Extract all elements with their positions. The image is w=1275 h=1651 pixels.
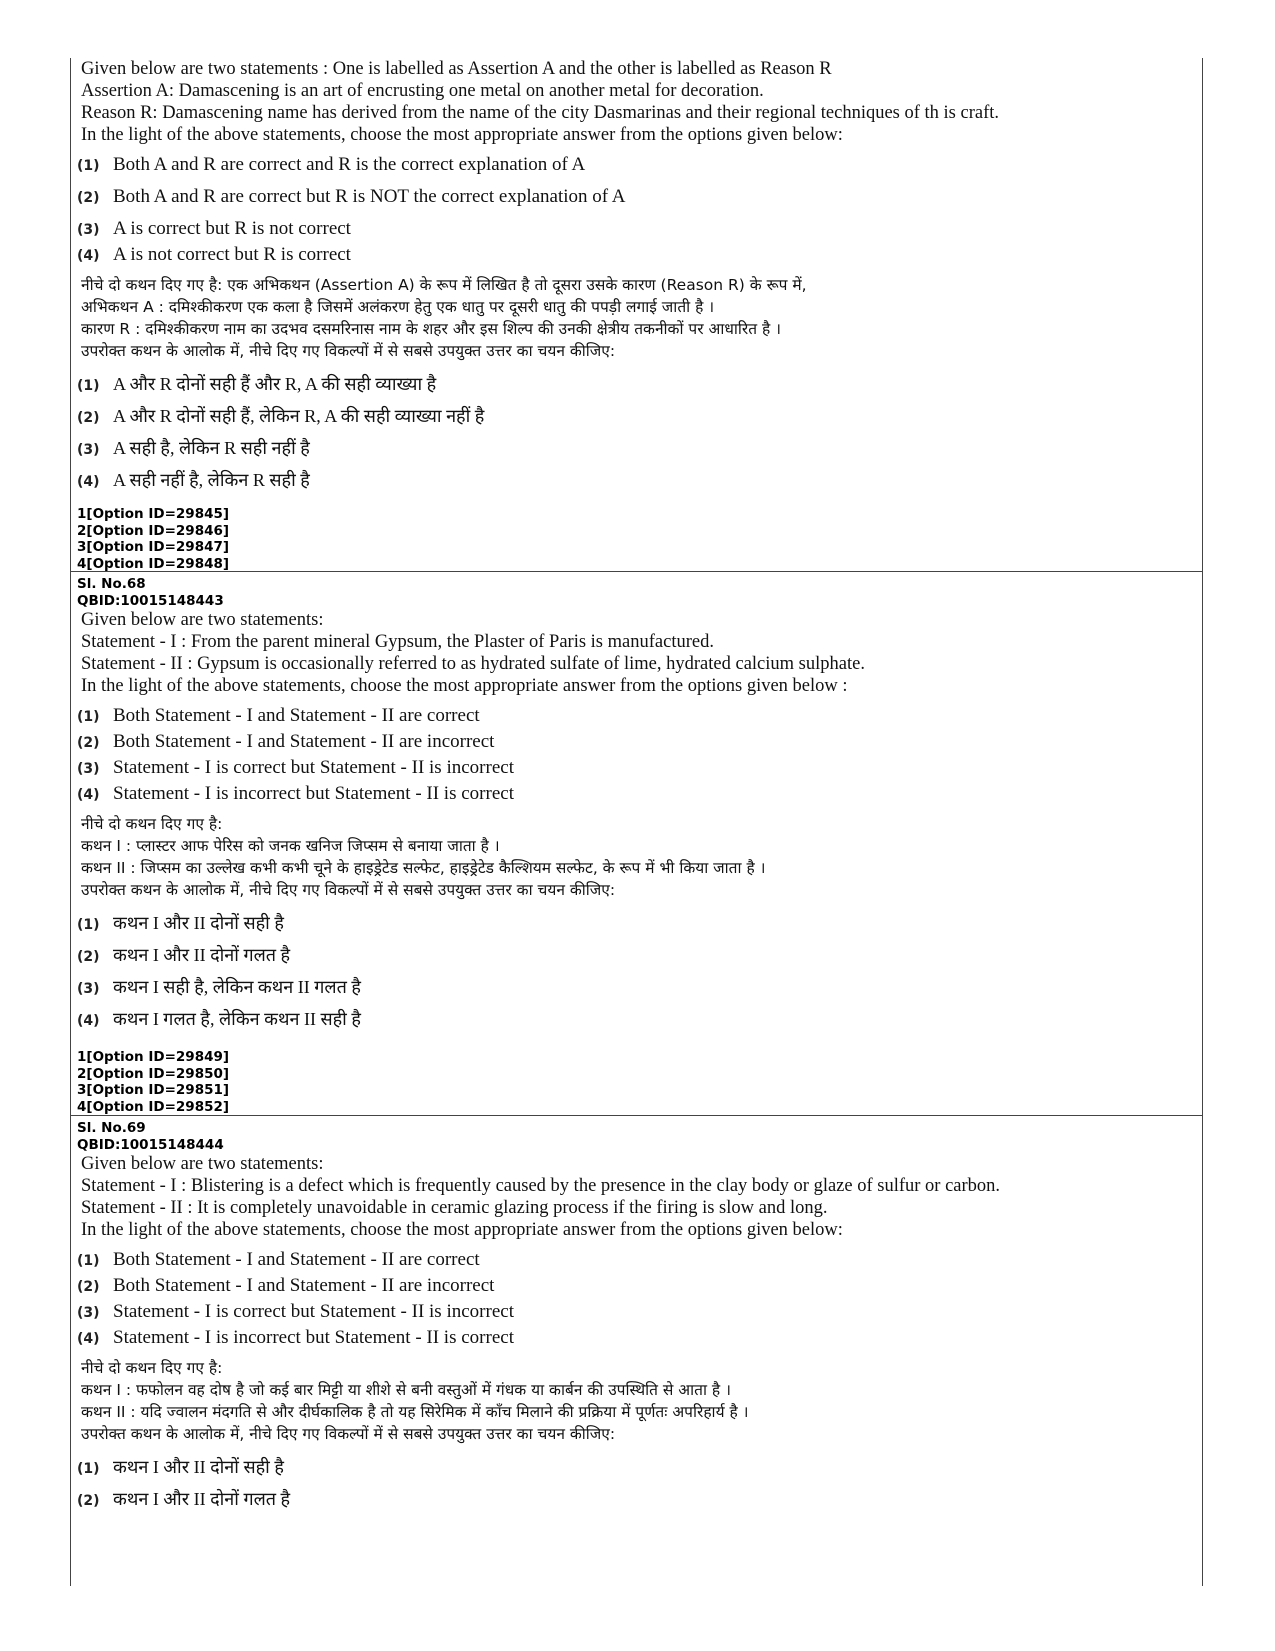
option-number: (1): [77, 378, 100, 394]
option-3[interactable]: [77, 755, 1202, 781]
option-text: Both Statement - I and Statement - II are correct: [113, 1249, 480, 1270]
option-number: (1): [77, 917, 100, 933]
option-number: (4): [77, 1331, 100, 1347]
option-1[interactable]: [77, 1247, 1202, 1273]
option-text: कथन I और II दोनों सही है: [113, 913, 284, 933]
option-number: (4): [77, 787, 100, 803]
hindi-statement-1: कथन I : फफोलन वह दोष है जो कई बार मिट्टी या शीशे से बनी वस्तुओं में गंधक या कार्बन की उपस्थिति से आता है ।: [81, 1381, 731, 1399]
hindi-assertion: अभिकथन A : दमिश्कीकरण एक कला है जिसमें अलंकरण हेतु एक धातु पर दूसरी धातु की पपड़ी लगाई जाती है ।: [81, 298, 715, 316]
hindi-option-2[interactable]: [77, 939, 1202, 971]
hindi-reason: कारण R : दमिश्कीकरण नाम का उदभव दसमरिनास नाम के शहर और इस शिल्प की उनकी क्षेत्रीय तकनीकों पर आधारित है ।: [81, 320, 782, 338]
option-text: Both Statement - I and Statement - II are correct: [113, 705, 480, 726]
hindi-instruction: उपरोक्त कथन के आलोक में, नीचे दिए गए विकल्पों में से सबसे उपयुक्त उत्तर का चयन कीजिए:: [81, 342, 616, 360]
hindi-instruction: उपरोक्त कथन के आलोक में, नीचे दिए गए विकल्पों में से सबसे उपयुक्त उत्तर का चयन कीजिए:: [81, 1425, 616, 1443]
option-4[interactable]: [77, 242, 1202, 268]
hindi-option-4[interactable]: [77, 464, 1202, 496]
option-number: (4): [77, 1013, 100, 1029]
option-text: A is not correct but R is correct: [113, 244, 351, 265]
option-text: A और R दोनों सही हैं और R, A की सही व्याख्या है: [113, 374, 437, 394]
option-text: Statement - I is incorrect but Statement - II is correct: [113, 1327, 514, 1348]
option-id: 3[Option ID=29847]: [77, 539, 230, 555]
option-number: (3): [77, 981, 100, 997]
hindi-option-2[interactable]: [77, 400, 1202, 432]
option-text: Both Statement - I and Statement - II are incorrect: [113, 1275, 495, 1296]
question-68: [71, 572, 1202, 1116]
hindi-statement: नीचे दो कथन दिए गए है:: [81, 815, 223, 833]
option-text: A और R दोनों सही हैं, लेकिन R, A की सही व्याख्या नहीं है: [113, 406, 485, 426]
option-text: कथन I और II दोनों सही है: [113, 1457, 284, 1477]
option-text: Both A and R are correct and R is the correct explanation of A: [113, 154, 586, 175]
option-number: (4): [77, 474, 100, 490]
option-2[interactable]: [77, 729, 1202, 755]
option-id: 2[Option ID=29850]: [77, 1065, 230, 1082]
option-text: A is correct but R is not correct: [113, 218, 351, 239]
option-number: (2): [77, 410, 100, 426]
option-3[interactable]: [77, 216, 1202, 242]
option-text: Both Statement - I and Statement - II are incorrect: [113, 731, 495, 752]
statement-1: Statement - I : From the parent mineral Gypsum, the Plaster of Paris is manufactured.: [81, 632, 714, 652]
option-id: 3[Option ID=29851]: [77, 1082, 230, 1098]
hindi-option-1[interactable]: [77, 368, 1202, 400]
option-number: (2): [77, 1493, 100, 1509]
option-number: (4): [77, 248, 100, 264]
option-number: (3): [77, 222, 100, 238]
exam-page: [70, 58, 1203, 1586]
statement-2: Statement - II : It is completely unavoidable in ceramic glazing process if the firing is slow and long.: [81, 1198, 828, 1218]
question-67: [71, 58, 1202, 572]
option-number: (1): [77, 158, 100, 174]
option-number: (2): [77, 190, 100, 206]
option-number: (2): [77, 949, 100, 965]
qbid: QBID:10015148444: [77, 1136, 224, 1153]
option-text: Statement - I is correct but Statement - II is incorrect: [113, 1301, 514, 1322]
instruction: In the light of the above statements, choose the most appropriate answer from the options given below:: [81, 1220, 843, 1240]
hindi-option-1[interactable]: [77, 1451, 1202, 1483]
option-text: A सही नहीं है, लेकिन R सही है: [113, 470, 310, 490]
option-text: Statement - I is correct but Statement - II is incorrect: [113, 757, 514, 778]
option-number: (1): [77, 709, 100, 725]
option-id: 1[Option ID=29849]: [77, 1049, 230, 1065]
instruction: In the light of the above statements, choose the most appropriate answer from the options given below :: [81, 676, 848, 696]
question-statement: Given below are two statements:: [81, 610, 324, 630]
option-id: 1[Option ID=29845]: [77, 506, 230, 522]
statement-2: Statement - II : Gypsum is occasionally referred to as hydrated sulfate of lime, hydrated calcium sulphate.: [81, 654, 865, 674]
option-4[interactable]: [77, 781, 1202, 807]
hindi-statement: नीचे दो कथन दिए गए है:: [81, 1359, 223, 1377]
option-text: Both A and R are correct but R is NOT the correct explanation of A: [113, 186, 626, 207]
question-statement: Given below are two statements:: [81, 1154, 324, 1174]
assertion-a: Assertion A: Damascening is an art of encrusting one metal on another metal for decoration.: [81, 81, 764, 101]
reason-r: Reason R: Damascening name has derived from the name of the city Dasmarinas and their regional techniques of th is craft.: [81, 103, 1000, 123]
hindi-statement-2: कथन II : यदि ज्वालन मंदगति से और दीर्घकालिक है तो यह सिरेमिक में काँच मिलाने की प्रक्रिया में पूर्णतः अपरिहार्य है ।: [81, 1403, 749, 1421]
option-text: कथन I गलत है, लेकिन कथन II सही है: [113, 1009, 361, 1029]
option-1[interactable]: [77, 703, 1202, 729]
hindi-option-2[interactable]: [77, 1483, 1202, 1515]
hindi-option-1[interactable]: [77, 907, 1202, 939]
hindi-statement-1: कथन I : प्लास्टर आफ पेरिस को जनक खनिज जिप्सम से बनाया जाता है ।: [81, 837, 500, 855]
hindi-option-3[interactable]: [77, 971, 1202, 1003]
option-text: Statement - I is incorrect but Statement - II is correct: [113, 783, 514, 804]
option-number: (1): [77, 1461, 100, 1477]
option-id: 4[Option ID=29852]: [77, 1098, 230, 1115]
option-2[interactable]: [77, 1273, 1202, 1299]
hindi-option-4[interactable]: [77, 1003, 1202, 1035]
option-text: A सही है, लेकिन R सही नहीं है: [113, 438, 310, 458]
serial-number: Sl. No.68: [77, 576, 146, 592]
option-text: कथन I सही है, लेकिन कथन II गलत है: [113, 977, 361, 997]
question-statement: Given below are two statements : One is labelled as Assertion A and the other is labelled as Reason R: [81, 59, 832, 79]
hindi-option-3[interactable]: [77, 432, 1202, 464]
option-number: (1): [77, 1253, 100, 1269]
option-id: 2[Option ID=29846]: [77, 522, 230, 539]
option-3[interactable]: [77, 1299, 1202, 1325]
option-number: (3): [77, 442, 100, 458]
hindi-statement-2: कथन II : जिप्सम का उल्लेख कभी कभी चूने के हाइड्रेटेड सल्फेट, हाइड्रेटेड कैल्शियम सल्फेट, के रूप में भी किया जाता है ।: [81, 859, 766, 877]
option-text: कथन I और II दोनों गलत है: [113, 945, 291, 965]
hindi-instruction: उपरोक्त कथन के आलोक में, नीचे दिए गए विकल्पों में से सबसे उपयुक्त उत्तर का चयन कीजिए:: [81, 881, 616, 899]
option-2[interactable]: [77, 184, 1202, 210]
serial-number: Sl. No.69: [77, 1120, 146, 1136]
option-text: कथन I और II दोनों गलत है: [113, 1489, 291, 1509]
instruction: In the light of the above statements, choose the most appropriate answer from the options given below:: [81, 125, 843, 145]
option-id: 4[Option ID=29848]: [77, 555, 230, 572]
option-number: (2): [77, 1279, 100, 1295]
option-number: (3): [77, 1305, 100, 1321]
statement-1: Statement - I : Blistering is a defect which is frequently caused by the presence in the clay body or glaze of sulfur or carbon.: [81, 1176, 1001, 1196]
option-number: (3): [77, 761, 100, 777]
option-1[interactable]: [77, 152, 1202, 178]
option-number: (2): [77, 735, 100, 751]
option-4[interactable]: [77, 1325, 1202, 1351]
hindi-statement: नीचे दो कथन दिए गए है: एक अभिकथन (Assertion A) के रूप में लिखित है तो दूसरा उसके कारण (Reason R) के रूप में,: [81, 276, 807, 294]
question-69: [71, 1116, 1202, 1519]
qbid: QBID:10015148443: [77, 592, 224, 609]
